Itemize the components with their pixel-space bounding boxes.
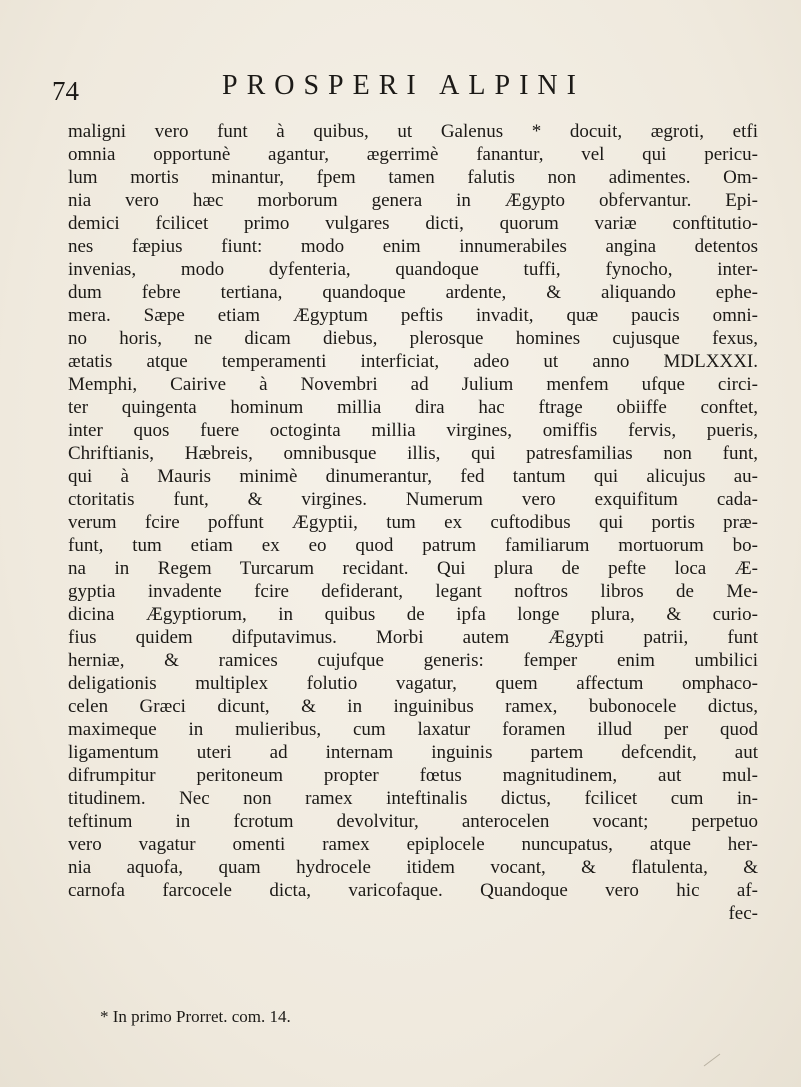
text-line: nia aquofa, quam hydrocele itidem vocant, & flatulenta, &	[68, 857, 758, 878]
text-line: nes fæpius fiunt: modo enim innumerabiles angina detentos	[68, 236, 758, 257]
text-line: celen Græci dicunt, & in inguinibus ramex, bubonocele dictus,	[68, 696, 758, 717]
paper-mark	[700, 1040, 730, 1070]
text-line: na in Regem Turcarum recidant. Qui plura de pefte loca Æ-	[68, 558, 758, 579]
text-line: ter quingenta hominum millia dira hac ftrage obiiffe conftet,	[68, 397, 758, 418]
text-line: ætatis atque temperamenti interficiat, adeo ut anno MDLXXXI.	[68, 351, 758, 372]
text-line: maligni vero funt à quibus, ut Galenus * docuit, ægroti, etfi	[68, 121, 758, 142]
text-line: Memphi, Cairive à Novembri ad Julium menfem ufque circi-	[68, 374, 758, 395]
text-line: inter quos fuere octoginta millia virgines, omiffis fervis, pueris,	[68, 420, 758, 441]
text-line: qui à Mauris minimè dinumerantur, fed tantum qui alicujus au-	[68, 466, 758, 487]
text-line: omnia opportunè agantur, ægerrimè fanantur, vel qui pericu-	[68, 144, 758, 165]
text-line: vero vagatur omenti ramex epiplocele nuncupatus, atque her-	[68, 834, 758, 855]
text-line: fius quidem difputavimus. Morbi autem Ægypti patrii, funt	[68, 627, 758, 648]
text-line: no horis, ne dicam diebus, plerosque homines cujusque fexus,	[68, 328, 758, 349]
text-line: ctoritatis funt, & virgines. Numerum vero exquifitum cada-	[68, 489, 758, 510]
page-header	[52, 70, 772, 104]
text-line: dicina Ægyptiorum, in quibus de ipfa longe plura, & curio-	[68, 604, 758, 625]
text-line: fec-	[728, 903, 758, 924]
text-line: invenias, modo dyfenteria, quandoque tuffi, fynocho, inter-	[68, 259, 758, 280]
text-line: nia vero hæc morborum genera in Ægypto obfervantur. Epi-	[68, 190, 758, 211]
text-line: verum fcire poffunt Ægyptii, tum ex cuftodibus qui portis præ-	[68, 512, 758, 533]
text-line: lum mortis minantur, fpem tamen falutis non adimentes. Om-	[68, 167, 758, 188]
text-line: titudinem. Nec non ramex inteftinalis dictus, fcilicet cum in-	[68, 788, 758, 809]
text-line: deligationis multiplex folutio vagatur, quem affectum omphaco-	[68, 673, 758, 694]
page-number: 74	[52, 76, 79, 106]
footnote: * In primo Prorret. com. 14.	[100, 1007, 291, 1026]
text-line: herniæ, & ramices cujufque generis: femper enim umbilici	[68, 650, 758, 671]
text-line: dum febre tertiana, quandoque ardente, & aliquando ephe-	[68, 282, 758, 303]
text-line: Chriftianis, Hæbreis, omnibusque illis, qui patresfamilias non funt,	[68, 443, 758, 464]
text-line: mera. Sæpe etiam Ægyptum peftis invadit, quæ paucis omni-	[68, 305, 758, 326]
text-line: difrumpitur peritoneum propter fœtus magnitudinem, aut mul-	[68, 765, 758, 786]
text-line: demici fcilicet primo vulgares dicti, quorum variæ conftitutio-	[68, 213, 758, 234]
text-line: gyptia invadente fcire defiderant, legant noftros libros de Me-	[68, 581, 758, 602]
body-text	[68, 120, 758, 925]
text-line: maximeque in mulieribus, cum laxatur foramen illud per quod	[68, 719, 758, 740]
text-line: ligamentum uteri ad internam inguinis partem defcendit, aut	[68, 742, 758, 763]
running-head: PROSPERI ALPINI	[222, 70, 585, 101]
text-line: funt, tum etiam ex eo quod patrum familiarum mortuorum bo-	[68, 535, 758, 556]
text-line: teftinum in fcrotum devolvitur, anterocelen vocant; perpetuo	[68, 811, 758, 832]
text-line: carnofa farcocele dicta, varicofaque. Quandoque vero hic af-	[68, 880, 758, 901]
